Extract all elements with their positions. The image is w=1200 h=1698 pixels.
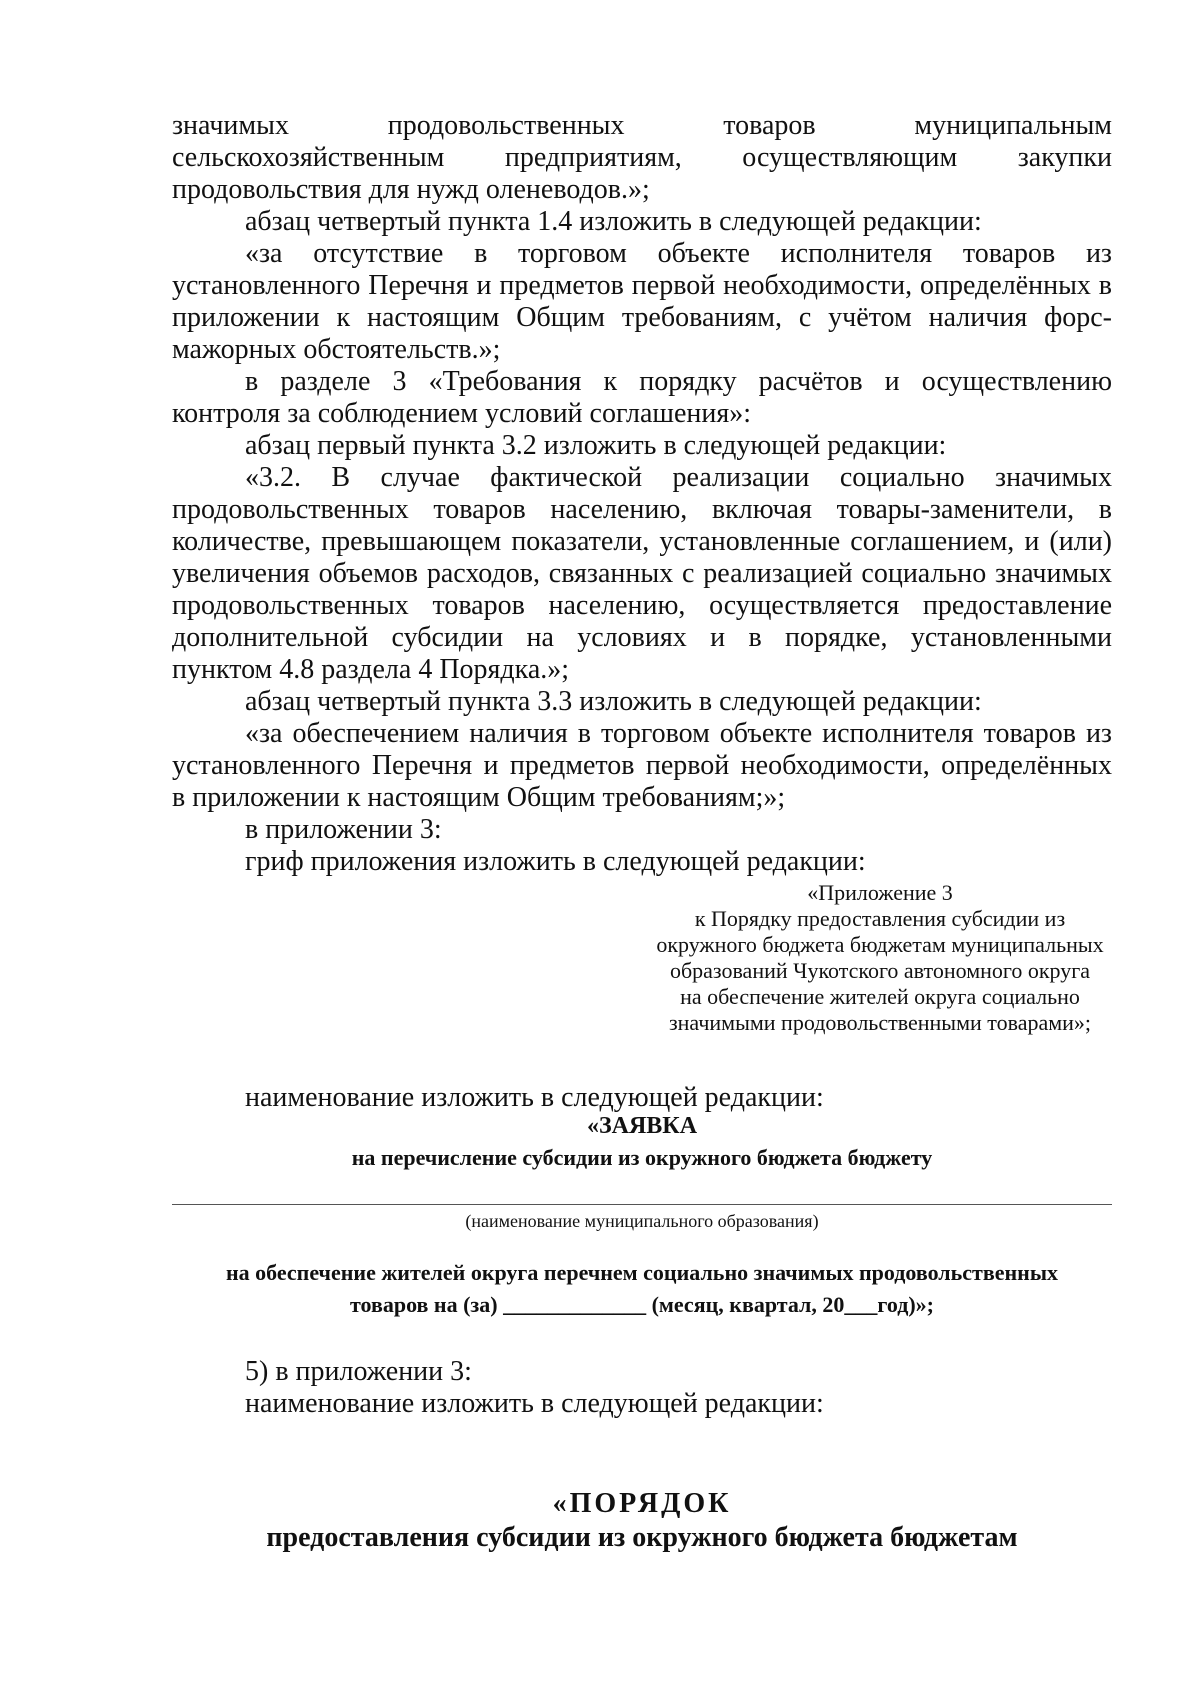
- zayavka-title: «ЗАЯВКА: [586, 1113, 698, 1139]
- paragraph-13: наименование изложить в следующей редакции:: [245, 1388, 824, 1419]
- paragraph-1-part-b: продовольствия для нужд оленеводов.»;: [172, 174, 650, 205]
- paragraph-5: абзац первый пункта 3.2 изложить в следующей редакции:: [245, 430, 947, 461]
- paragraph-7: абзац четвертый пункта 3.3 изложить в следующей редакции:: [245, 686, 982, 717]
- zayavka-subtitle: на перечисление субсидии из окружного бюджета бюджету: [351, 1145, 933, 1170]
- paragraph-1-part-a: значимых продовольственных товаров муниципальным сельскохозяйственным предприятиям, осуществляющим закупки: [172, 110, 1112, 173]
- paragraph-8-part-b: в приложении к настоящим Общим требованиям;»;: [172, 782, 786, 813]
- paragraph-9: в приложении 3:: [245, 814, 442, 845]
- paragraph-4-part-a: в разделе 3 «Требования к порядку расчётов и осуществлению: [245, 366, 1112, 397]
- paragraph-6-part-b: пунктом 4.8 раздела 4 Порядка.»;: [172, 654, 570, 685]
- grif-line-1: «Приложение 3: [807, 880, 953, 905]
- zayavka-line-1: на обеспечение жителей округа перечнем социально значимых продовольственных: [225, 1260, 1059, 1285]
- zayavka-line-2: товаров на (за) _____________ (месяц, квартал, 20___год)»;: [350, 1292, 934, 1317]
- paragraph-3-part-a: «за отсутствие в торговом объекте исполнителя товаров из установленного Перечня и предметов первой необходимости, определённых в приложении к настоящим Общим требованиям, с учётом наличия форс-: [172, 238, 1112, 333]
- paragraph-12: 5) в приложении 3:: [245, 1356, 472, 1387]
- grif-line-3: окружного бюджета бюджетам муниципальных: [656, 932, 1104, 957]
- paragraph-8-part-a: «за обеспечением наличия в торговом объекте исполнителя товаров из установленного Перечня и предметов первой необходимости, определённых: [172, 718, 1112, 781]
- grif-line-6: значимыми продовольственными товарами»;: [668, 1010, 1092, 1035]
- paragraph-2: абзац четвертый пункта 1.4 изложить в следующей редакции:: [245, 206, 982, 237]
- grif-line-5: на обеспечение жителей округа социально: [680, 984, 1080, 1009]
- paragraph-10: гриф приложения изложить в следующей редакции:: [245, 846, 866, 877]
- paragraph-6-part-a: «3.2. В случае фактической реализации социально значимых продовольственных товаров населению, включая товары-заменители, в количестве, превышающем показатели, установленные соглашением, и (или) увеличения объемов расходов, связанных с реализацией социально значимых продовольственных товаров населению, осуществляется предоставление дополнительной субсидии на условиях и в порядке, установленными: [172, 462, 1112, 653]
- paragraph-11: наименование изложить в следующей редакции:: [245, 1082, 824, 1113]
- mo-name-line: [172, 1204, 1112, 1205]
- grif-line-2: к Порядку предоставления субсидии из: [694, 906, 1066, 931]
- mo-name-caption: (наименование муниципального образования): [465, 1211, 819, 1231]
- poryadok-title: «ПОРЯДОК: [552, 1488, 732, 1519]
- paragraph-4-part-b: контроля за соблюдением условий соглашения»:: [172, 398, 752, 429]
- grif-line-4: образований Чукотского автономного округа: [669, 958, 1091, 983]
- poryadok-subtitle: предоставления субсидии из окружного бюджета бюджетам: [266, 1522, 1018, 1553]
- paragraph-3-part-b: мажорных обстоятельств.»;: [172, 334, 501, 365]
